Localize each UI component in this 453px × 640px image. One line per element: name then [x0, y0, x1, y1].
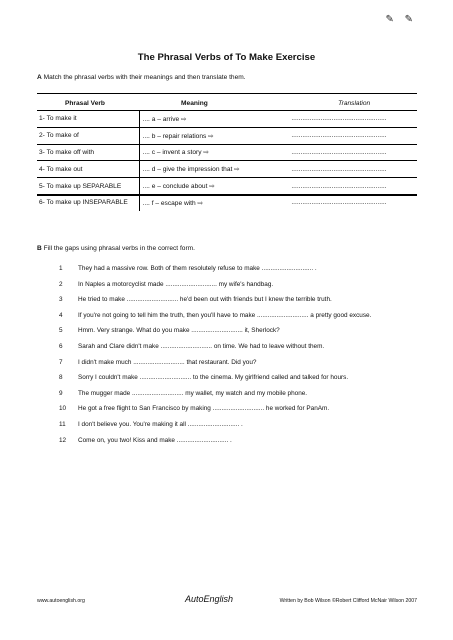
row-translation-blank[interactable]: ....................................................	[291, 178, 417, 195]
exercise-item	[59, 437, 399, 445]
exercise-sentence[interactable]: Sarah and Clare didn't make ............................. on time. We had to leave without them.	[78, 342, 325, 350]
exercise-number: 11	[59, 420, 66, 428]
exercise-number: 5	[59, 327, 63, 335]
table-row	[37, 127, 417, 144]
exercise-sentence[interactable]: Hmm. Very strange. What do you make ............................. it, Sherlock?	[78, 327, 280, 335]
row-translation-blank[interactable]: ....................................................	[291, 111, 417, 128]
matching-table	[37, 96, 417, 211]
exercise-item	[59, 327, 399, 335]
row-meaning[interactable]: .... c – invent a story ⇨	[139, 144, 291, 161]
exercise-number: 8	[59, 374, 63, 382]
exercise-sentence[interactable]: I didn't make much ............................. that restaurant. Did you?	[78, 358, 257, 366]
row-verb: 5- To make up SEPARABLE	[37, 178, 139, 195]
exercise-item	[59, 281, 399, 289]
exercise-number: 9	[59, 389, 63, 397]
header-translation: Translation	[338, 99, 371, 107]
section-a-text: Match the phrasal verbs with their meanings and then translate them.	[43, 74, 246, 81]
exercise-item	[59, 296, 399, 304]
row-verb: 4- To make out	[37, 161, 139, 178]
exercise-sentence[interactable]: Sorry I couldn't make ............................. to the cinema. My girlfriend called and talked for hours.	[78, 374, 349, 382]
exercise-item	[59, 421, 399, 429]
table-row	[37, 178, 417, 195]
exercise-sentence[interactable]: Come on, you two! Kiss and make ............................. .	[78, 436, 232, 444]
section-a-instruction	[37, 74, 246, 81]
exercise-number: 12	[59, 436, 67, 444]
row-translation-blank[interactable]: ....................................................	[291, 127, 417, 144]
row-translation-blank[interactable]: ....................................................	[291, 161, 417, 178]
row-meaning[interactable]: .... f – escape with ⇨	[139, 194, 291, 210]
exercise-number: 2	[59, 280, 63, 288]
exercise-number: 1	[59, 265, 63, 272]
exercise-sentence[interactable]: I don't believe you. You're making it all ............................. .	[78, 420, 243, 428]
table-header-row	[37, 96, 417, 111]
section-b-instruction	[37, 245, 195, 252]
exercise-number: 7	[59, 358, 63, 366]
page-title: The Phrasal Verbs of To Make Exercise	[137, 52, 316, 63]
exercise-sentence[interactable]: He tried to make ............................. he'd been out with friends but I knew the terrible truth.	[78, 296, 332, 304]
row-verb: 2- To make of	[37, 127, 139, 144]
exercise-item	[59, 390, 399, 398]
footer-website[interactable]: www.autoenglish.org	[37, 598, 85, 604]
row-meaning[interactable]: .... d – give the impression that ⇨	[139, 161, 291, 178]
row-meaning[interactable]: .... a – arrive ⇨	[139, 111, 291, 128]
table-bottom-rule	[37, 195, 417, 196]
row-meaning[interactable]: .... b – repair relations ⇨	[139, 127, 291, 144]
row-verb: 1- To make it	[37, 111, 139, 128]
table-row	[37, 161, 417, 178]
table-top-rule	[37, 93, 417, 94]
exercise-item	[59, 343, 399, 351]
exercise-number: 6	[59, 342, 63, 350]
footer-credit: Written by Bob Wilson ©Robert Clifford McNair Wilson 2007	[279, 598, 417, 604]
footer-logo: AutoEnglish	[185, 594, 234, 604]
header-meaning: Meaning	[181, 99, 208, 107]
section-b-text: Fill the gaps using phrasal verbs in the correct form.	[43, 245, 195, 252]
exercise-item	[59, 312, 399, 320]
table-row	[37, 144, 417, 161]
table-row	[37, 111, 417, 128]
exercise-sentence[interactable]: They had a massive row. Both of them resolutely refuse to make ............................. .	[78, 265, 317, 272]
row-meaning[interactable]: .... e – conclude about ⇨	[139, 178, 291, 195]
header-phrasal-verb: Phrasal Verb	[65, 99, 105, 107]
decorative-icons: ✎ ✎	[385, 14, 417, 25]
exercise-number: 3	[59, 296, 63, 304]
section-a-letter: A	[37, 74, 42, 81]
row-verb: 6- To make up INSEPARABLE	[37, 194, 139, 210]
row-translation-blank[interactable]: ....................................................	[291, 144, 417, 161]
exercise-item	[59, 265, 399, 273]
exercise-sentence[interactable]: If you're not going to tell him the truth, then you'll have to make ............................. a pretty good excuse.	[78, 311, 372, 319]
exercise-item	[59, 359, 399, 367]
table-row	[37, 194, 417, 210]
row-verb: 3- To make off with	[37, 144, 139, 161]
exercise-sentence[interactable]: The mugger made ............................. my wallet, my watch and my mobile phone.	[78, 389, 308, 397]
exercise-sentence[interactable]: He got a free flight to San Francisco by making ............................. he worked for PanAm.	[78, 405, 330, 413]
section-b-letter: B	[37, 245, 42, 252]
exercise-number: 4	[59, 311, 63, 319]
exercise-item	[59, 374, 399, 382]
row-translation-blank[interactable]: ....................................................	[291, 194, 417, 210]
exercise-number: 10	[59, 405, 67, 413]
exercise-item	[59, 405, 399, 413]
exercise-sentence[interactable]: In Naples a motorcyclist made ............................. my wife's handbag.	[78, 280, 274, 288]
exercise-list	[59, 265, 399, 452]
